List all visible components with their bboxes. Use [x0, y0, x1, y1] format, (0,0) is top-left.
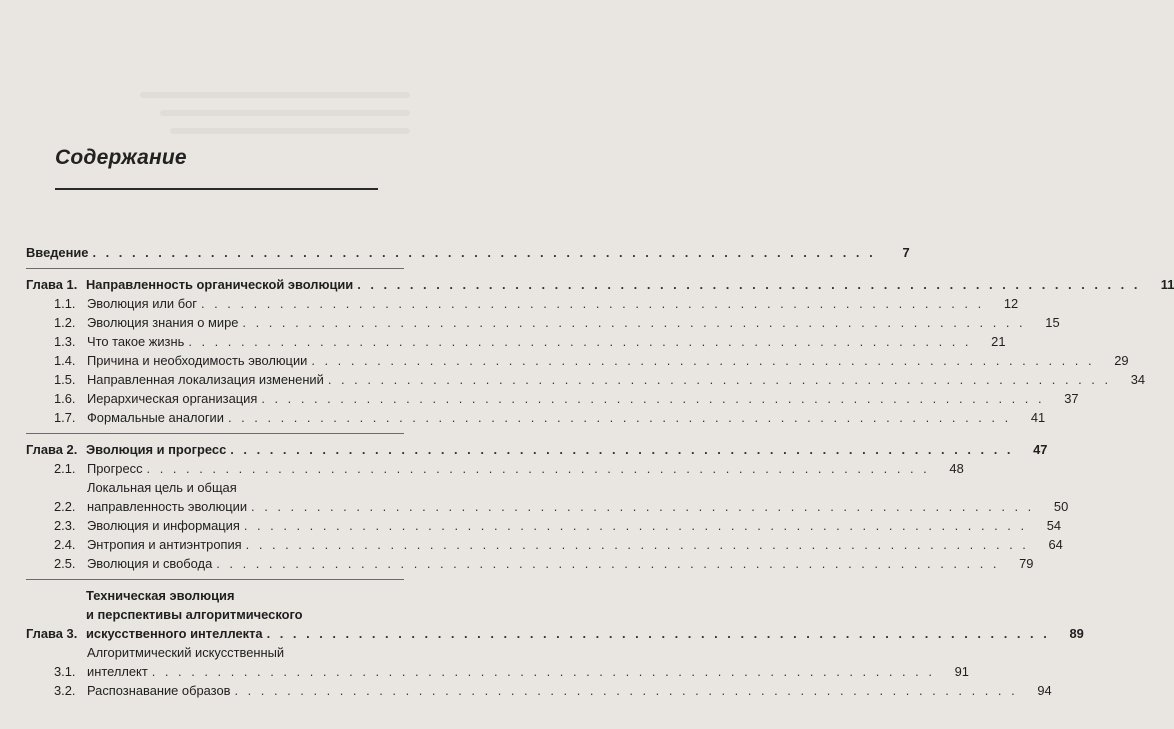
toc-page-number: 7 [902, 245, 910, 260]
toc-entry-number: 1.7. [54, 410, 76, 425]
toc-entry-line [87, 294, 1018, 313]
toc-dot-leader: . . . . . . . . . . . . . . . . . . . . . . . . . . . . . . . . . . . . . . . . . . . . . . . . . . . . . . . . . . . . [311, 353, 1095, 368]
toc-section-entry[interactable] [26, 313, 1060, 332]
toc-entry-title-block [87, 643, 969, 681]
toc-section-entry[interactable] [26, 332, 1006, 351]
toc-entry-title-block [86, 586, 1084, 643]
toc-entry-line [26, 243, 910, 262]
heading-rule [55, 188, 378, 190]
toc-entry-title: направленность эволюции [87, 499, 248, 514]
toc-chapter-entry[interactable] [26, 275, 1174, 294]
toc-entry-title: Локальная цель и общая [87, 480, 237, 495]
toc-section-entry[interactable] [26, 459, 964, 478]
toc-section-entry[interactable] [26, 681, 1052, 700]
toc-entry-number: 2.1. [54, 461, 76, 476]
toc-entry-title: Эволюция и свобода [87, 556, 213, 571]
toc-page-number: 91 [954, 664, 969, 679]
toc-entry-title-block [87, 681, 1052, 700]
toc-entry-title: Энтропия и антиэнтропия [87, 537, 242, 552]
toc-entry-number: 1.2. [54, 315, 76, 330]
toc-entry-line [86, 275, 1174, 294]
toc-entry-title: Алгоритмический искусственный [87, 645, 285, 660]
toc-entry-title: Эволюция и прогресс [86, 442, 227, 457]
bleed-through-text [170, 128, 410, 134]
toc-page-number: 41 [1030, 410, 1046, 425]
toc-entry-number: 2.4. [54, 537, 76, 552]
toc-dot-leader: . . . . . . . . . . . . . . . . . . . . . . . . . . . . . . . . . . . . . . . . . . . . . . . . . . . . . . . . . . . . [188, 334, 972, 349]
toc-dot-leader: . . . . . . . . . . . . . . . . . . . . . . . . . . . . . . . . . . . . . . . . . . . . . . . . . . . . . . . . . . . . [227, 410, 1012, 425]
toc-entry-title-block [87, 389, 1079, 408]
toc-page-number: 50 [1053, 499, 1069, 514]
toc-intro-section [26, 243, 910, 269]
toc-dot-leader: . . . . . . . . . . . . . . . . . . . . . . . . . . . . . . . . . . . . . . . . . . . . . . . . . . . . . . . . . . . . [266, 626, 1050, 641]
toc-entry-title-block [87, 554, 1033, 573]
toc-dot-leader: . . . . . . . . . . . . . . . . . . . . . . . . . . . . . . . . . . . . . . . . . . . . . . . . . . . . . . . . . . . . [242, 315, 1026, 330]
toc-entry-title-block [86, 440, 1047, 459]
toc-entry-line [87, 389, 1079, 408]
toc-entry-title: Что такое жизнь [87, 334, 185, 349]
toc-dot-leader: . . . . . . . . . . . . . . . . . . . . . . . . . . . . . . . . . . . . . . . . . . . . . . . . . . . . . . . . . . . . [251, 499, 1035, 514]
toc-chapter-section [26, 580, 1084, 706]
toc-page-number: 64 [1048, 537, 1063, 552]
toc-dot-leader: . . . . . . . . . . . . . . . . . . . . . . . . . . . . . . . . . . . . . . . . . . . . . . . . . . . . . . . . . . . . [216, 556, 1000, 571]
toc-entry-number: Глава 3. [26, 626, 78, 641]
toc-entry-title: Причина и необходимость эволюции [87, 353, 308, 368]
toc-entry-line [87, 332, 1006, 351]
toc-entry-number: 1.4. [54, 353, 76, 368]
toc-page-number: 29 [1114, 353, 1129, 368]
toc-entry-number: 2.3. [54, 518, 76, 533]
toc-entry-number: 2.5. [54, 556, 76, 571]
toc-entry-number: 1.5. [54, 372, 76, 387]
toc-dot-leader: . . . . . . . . . . . . . . . . . . . . . . . . . . . . . . . . . . . . . . . . . . . . . . . . . . . . . . . . . . . . [357, 277, 1141, 292]
toc-entry-line [87, 681, 1052, 700]
toc-dot-leader: . . . . . . . . . . . . . . . . . . . . . . . . . . . . . . . . . . . . . . . . . . . . . . . . . . . . . . . . . . . . [261, 391, 1045, 406]
toc-entry-line [87, 497, 1068, 516]
toc-entry-title: Введение [26, 245, 89, 260]
toc-entry-title: Формальные аналогии [87, 410, 224, 425]
toc-entry-line [87, 370, 1145, 389]
toc-entry-title: и перспективы алгоритмического [86, 607, 303, 622]
toc-dot-leader: . . . . . . . . . . . . . . . . . . . . . . . . . . . . . . . . . . . . . . . . . . . . . . . . . . . . . . . . . . . . [146, 461, 930, 476]
toc-dot-leader: . . . . . . . . . . . . . . . . . . . . . . . . . . . . . . . . . . . . . . . . . . . . . . . . . . . . . . . . . . . . [200, 296, 985, 311]
toc-entry-title: Эволюция или бог [87, 296, 197, 311]
toc-section-entry[interactable] [26, 294, 1019, 313]
toc-entry-line [87, 554, 1033, 573]
toc-entry-line [87, 662, 969, 681]
toc-entry-title-block [87, 351, 1129, 370]
toc-entry-number: 1.3. [54, 334, 76, 349]
toc-page-number: 37 [1064, 391, 1079, 406]
toc-entry-title-block [87, 478, 1068, 516]
toc-entry-title-block [87, 294, 1018, 313]
toc-entry-title-block [87, 535, 1063, 554]
toc-entry-title: интеллект [87, 664, 148, 679]
toc-entry-title-block [87, 516, 1061, 535]
table-of-contents [26, 243, 1174, 706]
toc-entry-line [87, 459, 964, 478]
toc-page-number: 48 [949, 461, 964, 476]
bleed-through-text [160, 110, 410, 116]
toc-section-entry[interactable] [26, 535, 1063, 554]
toc-entry-line [87, 351, 1129, 370]
toc-section-entry[interactable] [26, 408, 1046, 427]
toc-page-number: 21 [991, 334, 1006, 349]
toc-dot-leader: . . . . . . . . . . . . . . . . . . . . . . . . . . . . . . . . . . . . . . . . . . . . . . . . . . . . . . . . . . . . [327, 372, 1112, 387]
toc-entry-title-block [26, 243, 910, 262]
bleed-through-text [140, 92, 410, 98]
toc-entry-number: 1.6. [54, 391, 76, 406]
toc-chapter-section [26, 269, 1174, 434]
toc-dot-leader: . . . . . . . . . . . . . . . . . . . . . . . . . . . . . . . . . . . . . . . . . . . . . . . . . . . . . . . . . . . . [92, 245, 876, 260]
toc-section-entry[interactable] [26, 389, 1079, 408]
toc-entry-number: 3.2. [54, 683, 76, 698]
toc-entry-title-block [87, 459, 964, 478]
toc-dot-leader: . . . . . . . . . . . . . . . . . . . . . . . . . . . . . . . . . . . . . . . . . . . . . . . . . . . . . . . . . . . . [234, 683, 1018, 698]
toc-page-number: 79 [1019, 556, 1034, 571]
toc-entry-title: Прогресс [87, 461, 143, 476]
toc-entry-line [87, 313, 1060, 332]
toc-section-entry[interactable] [26, 478, 1069, 516]
toc-page-number: 12 [1003, 296, 1019, 311]
toc-page-number: 89 [1069, 626, 1084, 641]
toc-entry-title-block [87, 332, 1006, 351]
toc-entry-title: Направленность органической эволюции [86, 277, 354, 292]
toc-dot-leader: . . . . . . . . . . . . . . . . . . . . . . . . . . . . . . . . . . . . . . . . . . . . . . . . . . . . . . . . . . . . [243, 518, 1028, 533]
toc-entry-line [87, 535, 1063, 554]
toc-page-number: 15 [1045, 315, 1060, 330]
toc-dot-leader: . . . . . . . . . . . . . . . . . . . . . . . . . . . . . . . . . . . . . . . . . . . . . . . . . . . . . . . . . . . . [230, 442, 1014, 457]
toc-page-number: 34 [1130, 372, 1146, 387]
toc-entry-title: Распознавание образов [87, 683, 231, 698]
toc-section-entry[interactable] [26, 351, 1129, 370]
toc-chapter-entry[interactable] [26, 243, 910, 262]
toc-chapter-entry[interactable] [26, 586, 1084, 643]
toc-entry-title: Иерархическая организация [87, 391, 258, 406]
toc-page-number: 47 [1033, 442, 1048, 457]
toc-chapter-section [26, 434, 1069, 580]
toc-dot-leader: . . . . . . . . . . . . . . . . . . . . . . . . . . . . . . . . . . . . . . . . . . . . . . . . . . . . . . . . . . . . [151, 664, 935, 679]
toc-entry-title: Техническая эволюция [86, 588, 235, 603]
toc-entry-line [87, 516, 1061, 535]
toc-entry-title: искусственного интеллекта [86, 626, 263, 641]
toc-entry-title-block [87, 370, 1145, 389]
toc-entry-title-block [87, 313, 1060, 332]
toc-page-number: 54 [1046, 518, 1062, 533]
toc-section-entry[interactable] [26, 370, 1146, 389]
toc-entry-number: 2.2. [54, 499, 76, 514]
toc-entry-line [87, 408, 1045, 427]
toc-section-entry[interactable] [26, 516, 1062, 535]
toc-entry-number: Глава 1. [26, 277, 78, 292]
toc-dot-leader: . . . . . . . . . . . . . . . . . . . . . . . . . . . . . . . . . . . . . . . . . . . . . . . . . . . . . . . . . . . . [245, 537, 1029, 552]
toc-entry-title-block [87, 408, 1045, 427]
toc-entry-title: Направленная локализация изменений [87, 372, 324, 387]
toc-chapter-entry[interactable] [26, 440, 1048, 459]
toc-entry-line [86, 624, 1084, 643]
toc-entry-title-block [86, 275, 1174, 294]
toc-entry-title: Эволюция и информация [87, 518, 240, 533]
toc-entry-line [86, 440, 1047, 459]
toc-entry-title: Эволюция знания о мире [87, 315, 239, 330]
toc-page-number: 11 [1160, 277, 1174, 292]
toc-section-entry[interactable] [26, 643, 969, 681]
toc-entry-number: 1.1. [54, 296, 76, 311]
toc-page-number: 94 [1037, 683, 1052, 698]
toc-entry-number: 3.1. [54, 664, 76, 679]
toc-entry-number: Глава 2. [26, 442, 78, 457]
page-title: Содержание [55, 146, 187, 169]
toc-section-entry[interactable] [26, 554, 1034, 573]
